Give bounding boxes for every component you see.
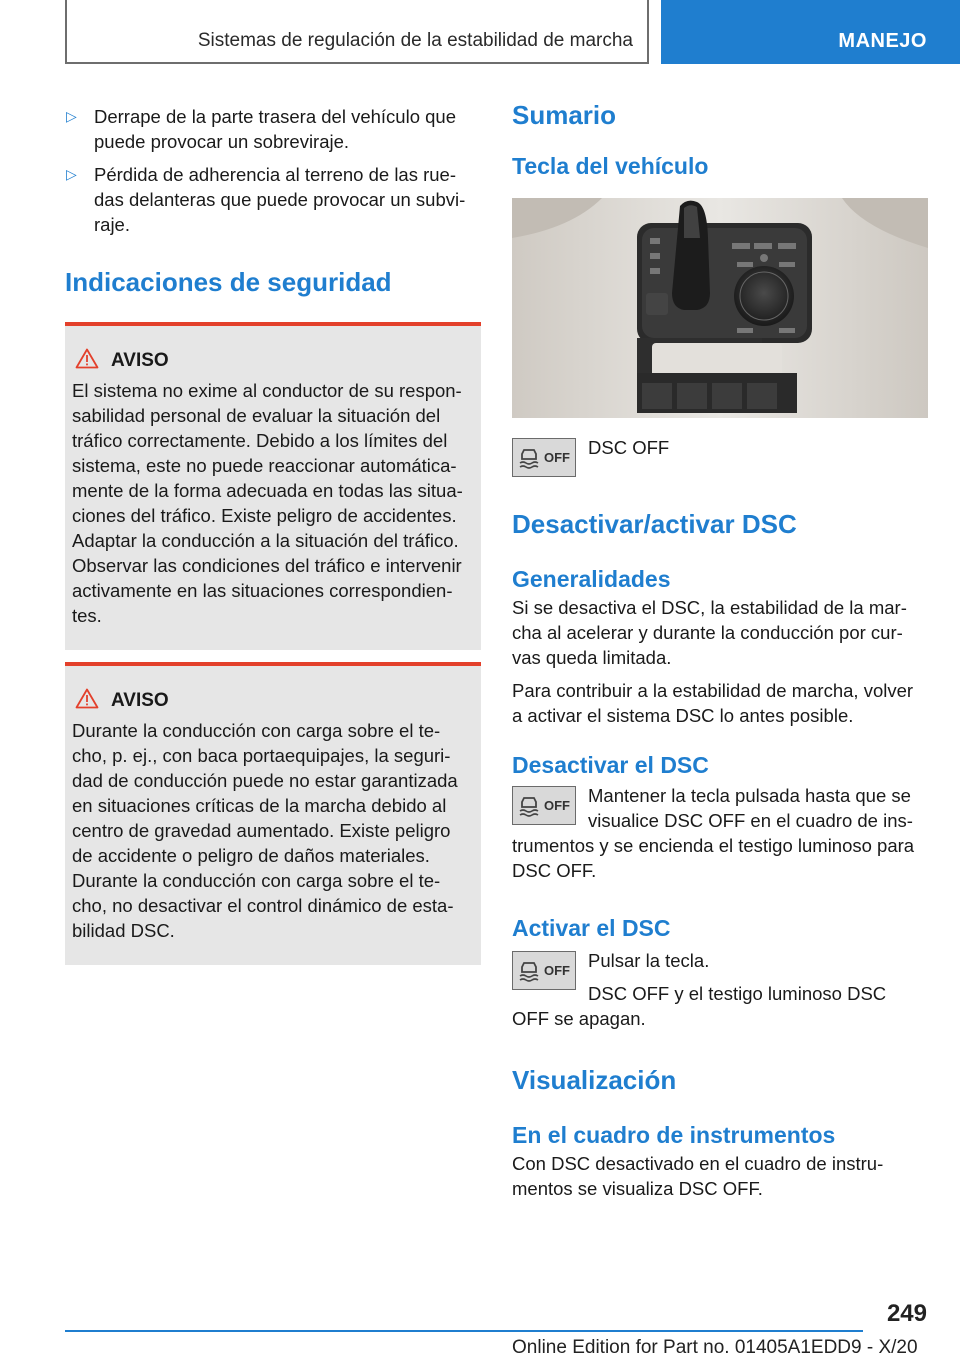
visualizacion-heading: Visualización [512,1065,677,1095]
activar-text-2: DSC OFF y el testigo luminoso DSC OFF se apagan. [512,983,887,1029]
dsc-key-row [512,438,928,477]
dsc-off-label: DSC OFF [588,437,670,458]
cuadro-text: Con DSC desactivado en el cuadro de instru- mentos se visualiza DSC OFF. [512,1153,884,1199]
warning-triangle-icon [75,688,99,714]
warning-text: El sistema no exime al conductor de su respon- sabilidad personal de evaluar la situación del tráfico correctamente. Debido a los límites del sistema, este no puede reaccionar automática- mente de la forma adecuada en todas las situa- ciones del tráfico. Existe peligro de accidentes. Adaptar la conducción a la situación del tráfico. Observar las condiciones del tráfico e intervenir activamente en las situaciones correspondien- tes. [72,380,463,626]
dsc-off-key-icon [512,438,576,477]
header-section-tab [661,0,960,64]
footer-divider [65,1330,863,1332]
activar-block [512,948,928,1031]
generalidades-text-2: Para contribuir a la estabilidad de marcha, volver a activar el sistema DSC lo antes posible. [512,680,914,726]
page-number: 249 [886,1300,927,1327]
warning-title: AVISO [111,690,169,711]
footer-edition: Online Edition for Part no. 01405A1EDD9 - X/20 [512,1337,918,1358]
key-label: OFF [544,450,570,465]
warning-box [65,322,481,650]
section-label: MANEJO [838,30,927,52]
activar-text-1: Pulsar la tecla. [588,950,710,971]
page-header-title: Sistemas de regulación de la estabilidad de marcha [197,30,633,51]
header-title-box [65,0,649,64]
desactivar-heading: Desactivar el DSC [512,752,709,778]
cuadro-heading: En el cuadro de instrumentos [512,1122,836,1148]
right-column [512,100,928,1201]
warning-text: Durante la conducción con carga sobre el te- cho, p. ej., con baca portaequipajes, la seguri- dad de conducción puede no estar garantizada en situaciones críticas de la marcha debido al centro de gravedad aumentado. Existe peligro de accidente o peligro de daños materiales. Durante la conducción con carga sobre el te- cho, no desactivar el control dinámico de esta- bilidad DSC. [72,720,458,941]
bullet-triangle-icon: ▷ [66,108,77,124]
generalidades-heading: Generalidades [512,566,671,592]
bullet-triangle-icon: ▷ [66,166,77,182]
desactivar-text: Mantener la tecla pulsada hasta que se visualice DSC OFF en el cuadro de ins- trumentos y se encienda el testigo luminoso para DSC OFF. [512,785,915,881]
dsc-off-key-icon: OFF [512,786,576,825]
warning-triangle-icon [75,348,99,374]
safety-heading: Indicaciones de seguridad [65,267,392,297]
console-photo [512,198,928,418]
bullet-text: Pérdida de adherencia al terreno de las rue-das delanteras que puede provocar un subvi-raje. [94,164,466,235]
warning-title: AVISO [111,350,169,371]
desactivar-activar-heading: Desactivar/activar DSC [512,509,797,539]
generalidades-text-1: Si se desactiva el DSC, la estabilidad de la mar- cha al acelerar y durante la conducción por cur- vas queda limitada. [512,597,907,668]
desactivar-block [512,783,928,883]
activar-heading: Activar el DSC [512,915,671,941]
warning-box [65,662,481,965]
dsc-off-key-icon: OFF [512,951,576,990]
bullet-text: Derrape de la parte trasera del vehículo que puede provocar un sobreviraje. [94,106,456,152]
bullet-item [65,104,481,154]
bullet-item [65,162,481,237]
tecla-heading: Tecla del vehículo [512,153,709,179]
sumario-heading: Sumario [512,100,617,130]
left-column [65,104,481,965]
